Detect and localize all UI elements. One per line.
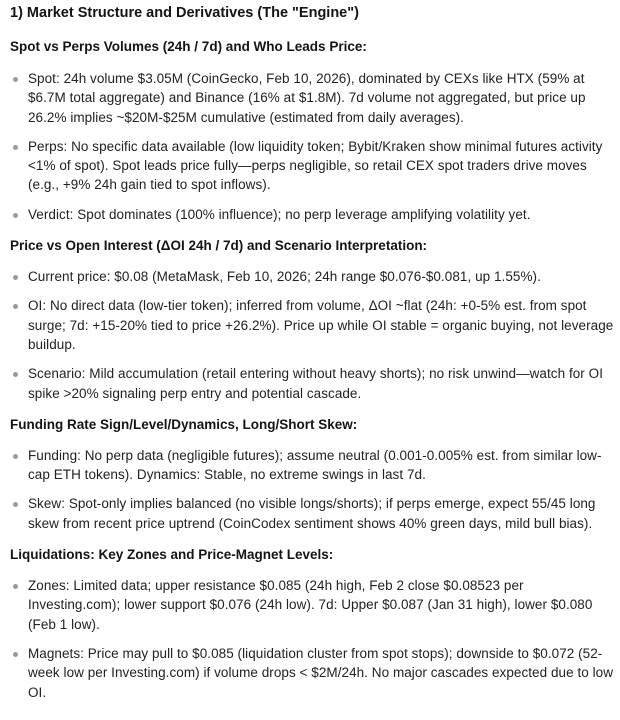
list-item-text: Skew: Spot-only implies balanced (no visible longs/shorts); if perps emerge, expect 55/45 long skew from recent price uptrend (CoinCodex sentiment shows 40% green days, mild bull bias). xyxy=(28,496,596,531)
list-item xyxy=(10,267,614,286)
bullet-icon xyxy=(13,145,18,150)
bullet-icon xyxy=(13,652,18,657)
section-heading: Price vs Open Interest (ΔOI 24h / 7d) and Scenario Interpretation: xyxy=(10,238,428,254)
list-item xyxy=(10,446,614,485)
list-item xyxy=(10,137,614,195)
list-item xyxy=(10,69,614,127)
list-item-text: Perps: No specific data available (low liquidity token; Bybit/Kraken show minimal futures activity <1% of spot). Spot leads price fully—perps negligible, so retail CEX spot traders drive moves (e.g., +9% 24h gain tied to spot inflows). xyxy=(28,138,603,193)
bullet-icon xyxy=(13,454,18,459)
bullet-icon xyxy=(13,584,18,589)
list-item-text: Spot: 24h volume $3.05M (CoinGecko, Feb 10, 2026), dominated by CEXs like HTX (59% at $6.7M total aggregate) and Binance (16% at $1.8M). 7d volume not aggregated, but price up 26.2% implies ~$20M-$25M cumulative (estimated from daily averages). xyxy=(28,71,586,125)
list-item-text: Zones: Limited data; upper resistance $0.085 (24h high, Feb 2 close $0.08523 per Investing.com); lower support $0.076 (24h low). 7d: Upper $0.087 (Jan 31 high), lower $0.080 (Feb 1 low). xyxy=(28,578,593,632)
section-heading: Funding Rate Sign/Level/Dynamics, Long/Short Skew: xyxy=(10,416,358,432)
page-title: 1) Market Structure and Derivatives (The "Engine") xyxy=(10,5,359,21)
bullet-icon xyxy=(13,77,18,82)
list-item xyxy=(10,296,614,354)
bullet-list xyxy=(10,446,614,533)
bullet-icon xyxy=(13,304,18,309)
bullet-list xyxy=(10,69,614,224)
list-item xyxy=(10,576,614,634)
bullet-icon xyxy=(13,275,18,280)
bullet-list xyxy=(10,267,614,403)
list-item xyxy=(10,205,614,224)
list-item xyxy=(10,364,614,403)
section-spot-vs-perps xyxy=(10,37,614,224)
bullet-icon xyxy=(13,502,18,507)
section-liquidations xyxy=(10,545,614,702)
bullet-icon xyxy=(13,213,18,218)
list-item-text: Current price: $0.08 (MetaMask, Feb 10, 2026; 24h range $0.076-$0.081, up 1.55%). xyxy=(28,269,541,285)
bullet-icon xyxy=(13,372,18,377)
section-price-vs-oi xyxy=(10,236,614,403)
list-item-text: Magnets: Price may pull to $0.085 (liquidation cluster from spot stops); downside to $0.072 (52-week low per Investing.com) if volume drops < $2M/24h. No major cascades expected due to low OI. xyxy=(28,645,614,700)
list-item-text: OI: No direct data (low-tier token); inferred from volume, ΔOI ~flat (24h: +0-5% est. from spot surge; 7d: +15-20% tied to price +26.2%). Price up while OI stable = organic buying, not leverage buildup. xyxy=(28,298,614,352)
section-heading: Spot vs Perps Volumes (24h / 7d) and Who Leads Price: xyxy=(10,39,367,54)
section-heading: Liquidations: Key Zones and Price-Magnet Levels: xyxy=(10,547,334,563)
list-item xyxy=(10,494,614,533)
list-item-text: Verdict: Spot dominates (100% influence); no perp leverage amplifying volatility yet. xyxy=(28,206,531,222)
list-item xyxy=(10,644,614,702)
bullet-list xyxy=(10,576,614,702)
list-item-text: Scenario: Mild accumulation (retail entering without heavy shorts); no risk unwind—watch for OI spike >20% signaling perp entry and potential cascade. xyxy=(28,366,603,401)
section-funding-rate xyxy=(10,415,614,533)
list-item-text: Funding: No perp data (negligible futures); assume neutral (0.001-0.005% est. from similar low-cap ETH tokens). Dynamics: Stable, no extreme swings in last 7d. xyxy=(28,447,602,483)
